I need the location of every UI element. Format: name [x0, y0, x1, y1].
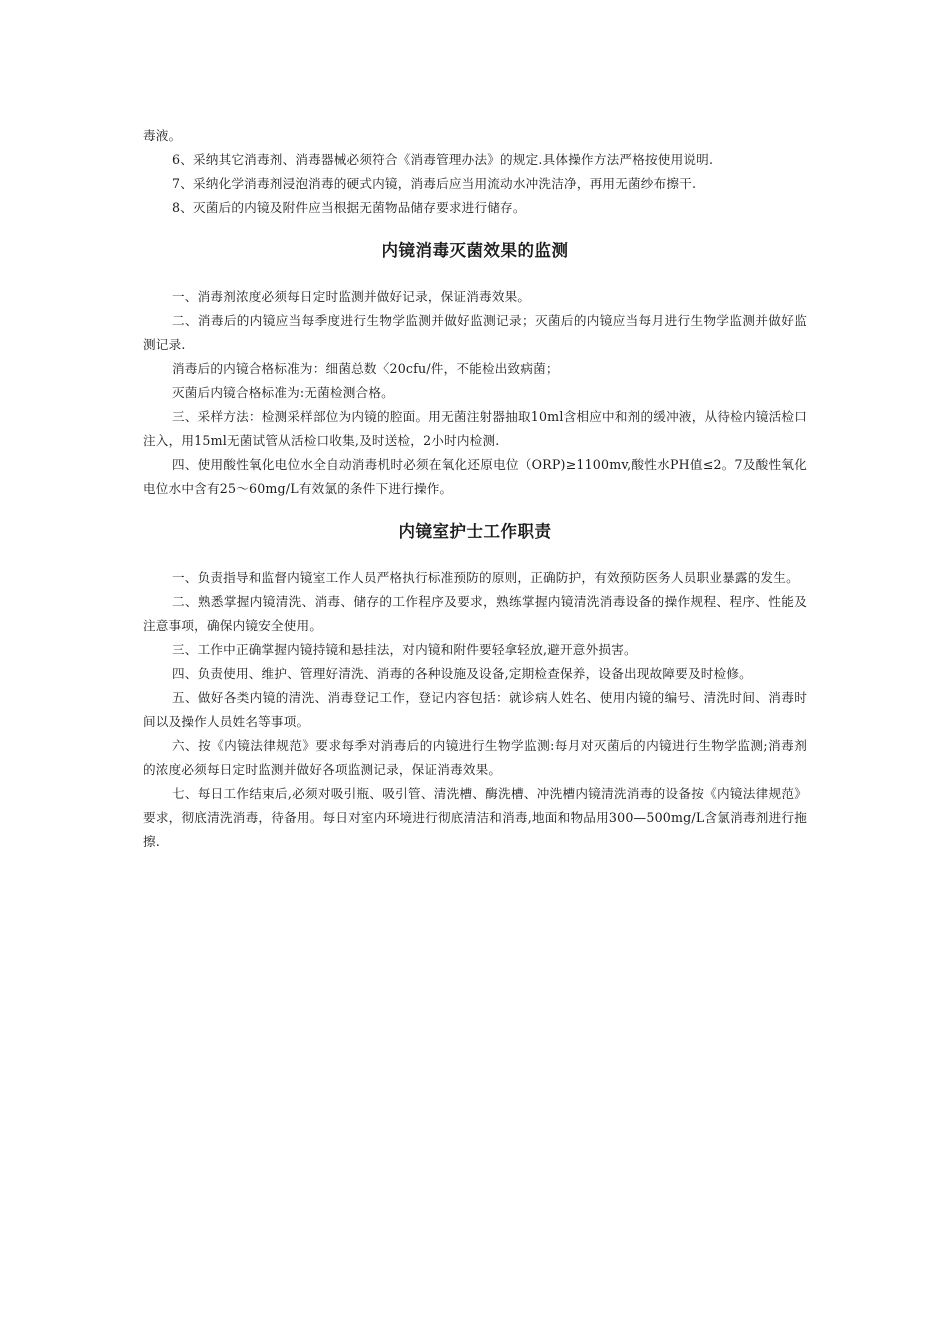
duty-paragraph-7: 七、每日工作结束后,必须对吸引瓶、吸引管、清洗槽、酶洗槽、冲洗槽内镜清洗消毒的设备按《内镜法律规范》要求，彻底清洗消毒，待备用。每日对室内环境进行彻底清洁和消毒,地面和物品用300—500mg/L含氯消毒剂进行拖擦. [143, 786, 807, 849]
intro-paragraph-continued: 毒液。 [143, 128, 182, 143]
intro-paragraph-7: 7、采纳化学消毒剂浸泡消毒的硬式内镜，消毒后应当用流动水冲洗洁净，再用无菌纱布擦干. [172, 176, 697, 191]
document-page [143, 124, 807, 854]
monitoring-paragraph-5: 三、采样方法：检测采样部位为内镜的腔面。用无菌注射器抽取10ml含相应中和剂的缓冲液，从待检内镜活检口注入，用15ml无菌试管从活检口收集,及时送检，2小时内检测. [143, 409, 807, 448]
duty-paragraph-3: 三、工作中正确掌握内镜持镜和悬挂法，对内镜和附件要轻拿轻放,避开意外损害。 [172, 642, 637, 657]
duty-paragraph-4: 四、负责使用、维护、管理好清洗、消毒的各种设施及设备,定期检查保养，设备出现故障要及时检修。 [172, 666, 752, 681]
duty-paragraph-2: 二、熟悉掌握内镜清洗、消毒、储存的工作程序及要求，熟练掌握内镜清洗消毒设备的操作规程、程序、性能及注意事项，确保内镜安全使用。 [143, 594, 807, 633]
intro-section [143, 124, 807, 220]
section-title-monitoring: 内镜消毒灭菌效果的监测 [381, 241, 569, 260]
monitoring-paragraph-2: 二、消毒后的内镜应当每季度进行生物学监测并做好监测记录；灭菌后的内镜应当每月进行生物学监测并做好监测记录. [143, 313, 807, 352]
monitoring-paragraph-3: 消毒后的内镜合格标准为：细菌总数〈20cfu/件，不能检出致病菌； [172, 361, 559, 376]
monitoring-section [143, 237, 807, 501]
nurse-duties-section [143, 518, 807, 854]
intro-paragraph-8: 8、灭菌后的内镜及附件应当根据无菌物品储存要求进行储存。 [172, 200, 526, 215]
monitoring-paragraph-4: 灭菌后内镜合格标准为:无菌检测合格。 [172, 385, 394, 400]
monitoring-paragraph-1: 一、消毒剂浓度必须每日定时监测并做好记录，保证消毒效果。 [172, 289, 531, 304]
duty-paragraph-5: 五、做好各类内镜的清洗、消毒登记工作，登记内容包括：就诊病人姓名、使用内镜的编号、清洗时间、消毒时间以及操作人员姓名等事项。 [143, 690, 807, 729]
monitoring-paragraph-6: 四、使用酸性氧化电位水全自动消毒机时必须在氧化还原电位（ORP)≥1100mv,酸性水PH值≤2。7及酸性氧化电位水中含有25～60mg/L有效氯的条件下进行操作。 [143, 457, 807, 496]
duty-paragraph-1: 一、负责指导和监督内镜室工作人员严格执行标准预防的原则，正确防护，有效预防医务人员职业暴露的发生。 [172, 570, 799, 585]
intro-paragraph-6: 6、采纳其它消毒剂、消毒器械必须符合《消毒管理办法》的规定.具体操作方法严格按使用说明. [172, 152, 714, 167]
section-title-nurse-duties: 内镜室护士工作职责 [398, 522, 552, 541]
duty-paragraph-6: 六、按《内镜法律规范》要求每季对消毒后的内镜进行生物学监测:每月对灭菌后的内镜进行生物学监测;消毒剂的浓度必须每日定时监测并做好各项监测记录，保证消毒效果。 [143, 738, 807, 777]
